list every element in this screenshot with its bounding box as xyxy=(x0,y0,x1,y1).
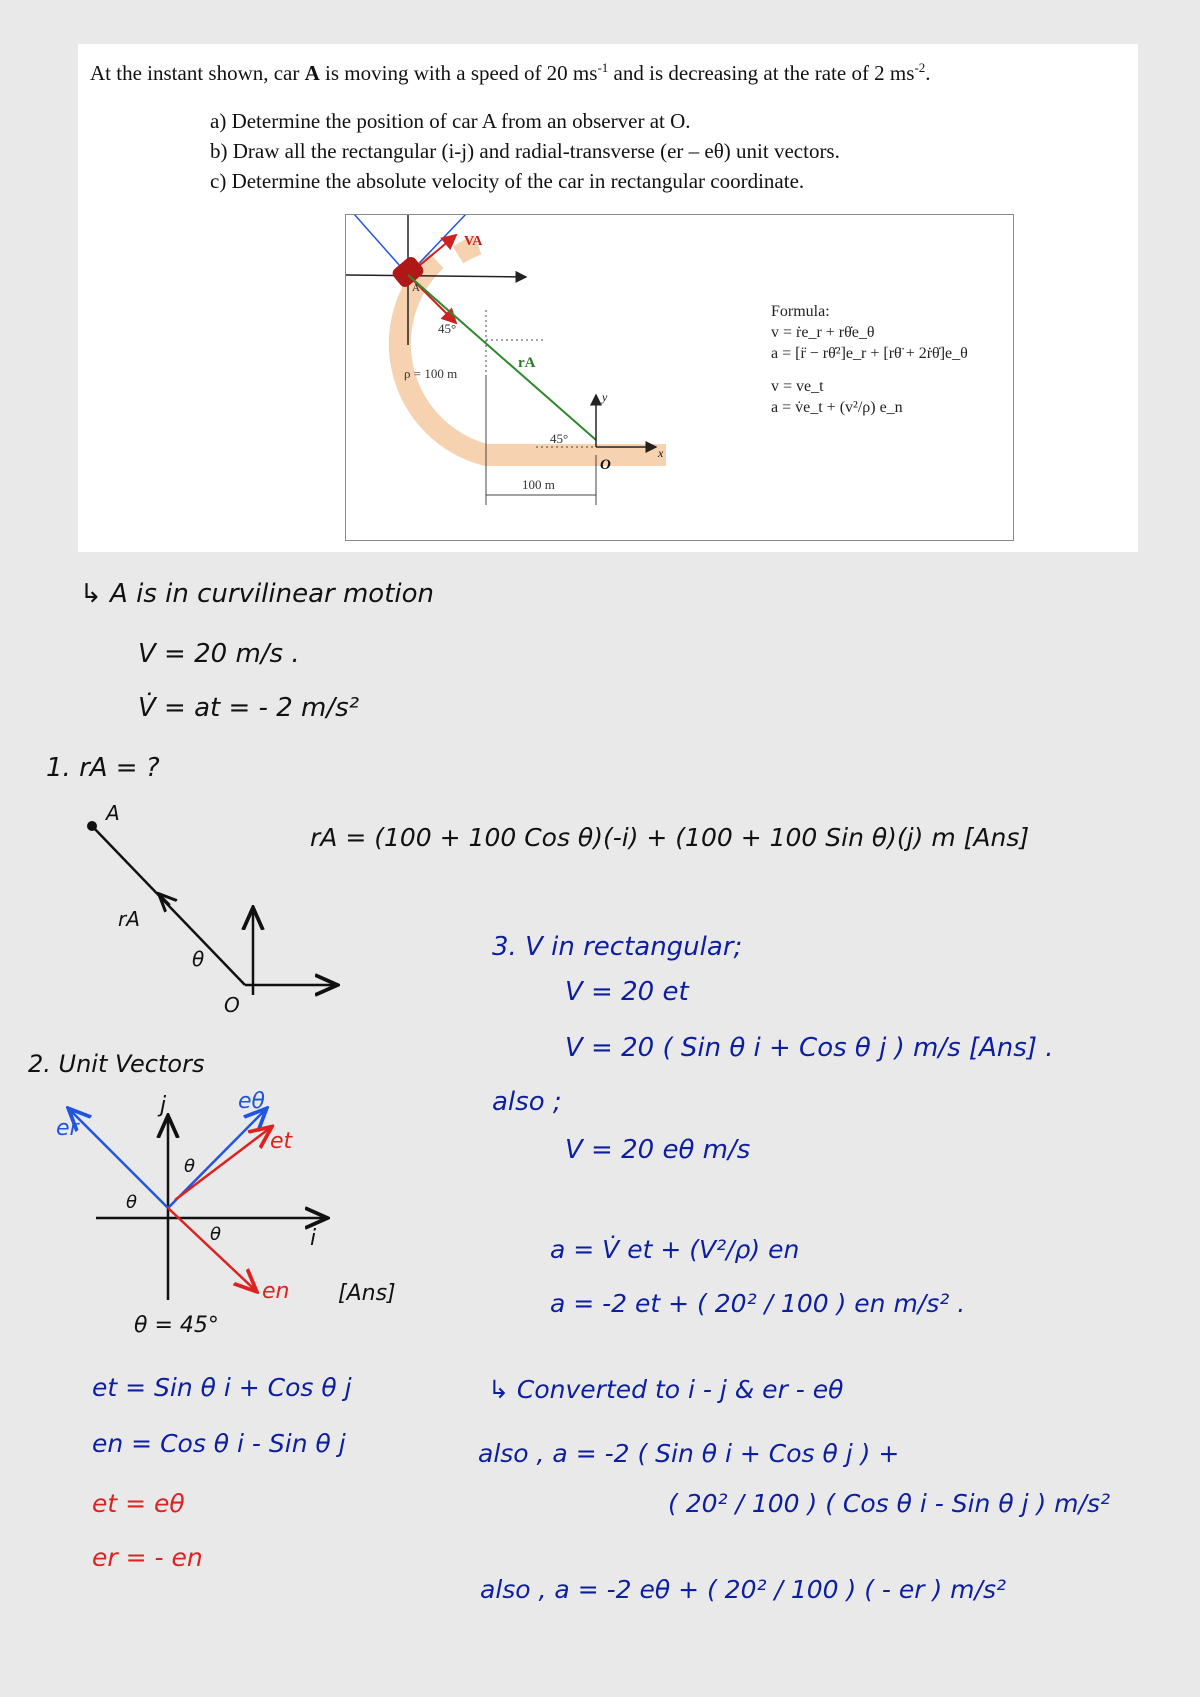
note-curvilinear: ↳ A is in curvilinear motion xyxy=(80,579,435,609)
note-v-etheta: V = 20 eθ m/s xyxy=(565,1135,751,1165)
uv-label-j: j xyxy=(160,1093,167,1118)
note-er-equals-minus-en: er = - en xyxy=(92,1543,203,1572)
uv-label-en: en xyxy=(262,1279,290,1304)
formula-title: Formula: xyxy=(771,303,830,320)
label-45-top: 45° xyxy=(438,321,457,336)
note-et-equals-etheta: et = eθ xyxy=(92,1489,185,1518)
note-v-et: V = 20 et xyxy=(565,977,689,1007)
label-o: O xyxy=(600,457,611,473)
label-ra: rA xyxy=(518,355,536,371)
speed-unit-exponent: -1 xyxy=(597,60,609,75)
uv-answer-tag: [Ans] xyxy=(338,1281,396,1306)
label-a: A xyxy=(412,282,420,294)
label-va: VA xyxy=(464,234,483,249)
uv-label-theta-3: θ xyxy=(210,1224,222,1245)
uv-theta-value: θ = 45° xyxy=(134,1313,219,1338)
label-100m: 100 m xyxy=(522,477,555,492)
note-tangential-accel: V̇ = at = - 2 m/s² xyxy=(138,693,360,723)
note-accel-rect-2: ( 20² / 100 ) ( Cos θ i - Sin θ j ) m/s² xyxy=(668,1489,1111,1518)
uv-label-er: er xyxy=(56,1116,79,1141)
intro-end: and is decreasing at the rate of 2 ms xyxy=(608,61,915,85)
uv-label-i: i xyxy=(310,1226,317,1251)
note-et-equation: et = Sin θ i + Cos θ j xyxy=(92,1373,352,1402)
sketch-ra-line xyxy=(92,826,245,985)
note-question-1: 1. rA = ? xyxy=(46,753,160,783)
part-c: c) Determine the absolute velocity of the car in rectangular coordinate. xyxy=(210,169,805,193)
uv-er-vector xyxy=(70,1110,168,1208)
part-a: a) Determine the position of car A from an observer at O. xyxy=(210,109,691,133)
label-45-bottom: 45° xyxy=(550,431,569,446)
uv-label-etheta: eθ xyxy=(238,1089,265,1114)
formula-v-nt: v = ve_t xyxy=(771,378,824,395)
label-x: x xyxy=(658,446,664,460)
note-accel-rect-1: also , a = -2 ( Sin θ i + Cos θ j ) + xyxy=(478,1439,900,1468)
sketch-label-o: O xyxy=(224,993,240,1017)
formula-a-nt: a = v̇e_t + (v²/ρ) e_n xyxy=(771,399,903,416)
sketch-point-a xyxy=(87,821,97,831)
note-accel-polar: also , a = -2 eθ + ( 20² / 100 ) ( - er ) m/s² xyxy=(480,1575,1006,1604)
note-accel-formula: a = V̇ et + (V²/ρ) en xyxy=(550,1235,800,1264)
note-also-1: also ; xyxy=(492,1087,562,1117)
sketch-label-a: A xyxy=(106,801,120,825)
label-y: y xyxy=(602,390,608,404)
formula-a-polar: a = [r̈ − rθ̇²]e_r + [rθ̈ + 2ṙθ̇]e_θ xyxy=(771,345,968,362)
uv-label-theta-2: θ xyxy=(126,1192,138,1213)
uv-label-theta-1: θ xyxy=(184,1156,196,1177)
car-name: A xyxy=(304,61,320,85)
uv-label-et: et xyxy=(270,1129,293,1154)
note-converted: ↳ Converted to i - j & er - eθ xyxy=(488,1375,844,1404)
uv-en-vector xyxy=(168,1208,255,1290)
note-question-3: 3. V in rectangular; xyxy=(492,932,743,962)
intro-period: . xyxy=(925,61,931,85)
note-accel-nt: a = -2 et + ( 20² / 100 ) en m/s² . xyxy=(550,1289,966,1318)
note-en-equation: en = Cos θ i - Sin θ j xyxy=(92,1429,346,1458)
sketch-label-ra: rA xyxy=(118,907,140,931)
part-b: b) Draw all the rectangular (i-j) and radial-transverse (er – eθ) unit vectors. xyxy=(210,139,840,163)
note-v-rect-answer: V = 20 ( Sin θ i + Cos θ j ) m/s [Ans] . xyxy=(565,1033,1054,1063)
intro-mid: is moving with a speed of 20 ms xyxy=(319,61,598,85)
note-question-2: 2. Unit Vectors xyxy=(28,1050,205,1078)
sketch-label-theta: θ xyxy=(192,947,205,971)
note-speed: V = 20 m/s . xyxy=(138,639,300,669)
formula-v-polar: v = ṙe_r + rθ̇e_θ xyxy=(771,324,875,341)
rate-unit-exponent: -2 xyxy=(914,60,926,75)
intro-prefix: At the instant shown, car xyxy=(90,61,305,85)
label-rho: ρ = 100 m xyxy=(404,366,458,381)
note-ra-answer: rA = (100 + 100 Cos θ)(-i) + (100 + 100 Sin θ)(j) m [Ans] xyxy=(310,823,1030,852)
